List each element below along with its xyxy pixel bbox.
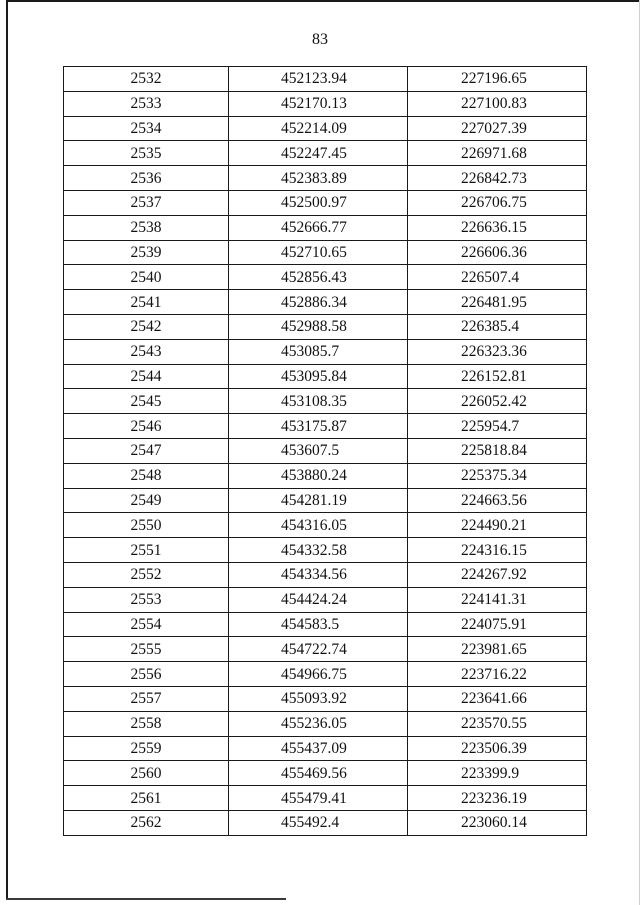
table-row xyxy=(64,215,587,240)
x-coordinate-cell: 455492.4 xyxy=(229,810,408,835)
x-coordinate-cell: 452214.09 xyxy=(229,116,408,141)
x-coordinate-cell: 452886.34 xyxy=(229,290,408,315)
table-row xyxy=(64,364,587,389)
point-number-cell: 2553 xyxy=(64,587,229,612)
point-number-cell: 2548 xyxy=(64,463,229,488)
x-coordinate-cell: 454583.5 xyxy=(229,612,408,637)
coordinates-table xyxy=(63,66,587,836)
point-number-cell: 2550 xyxy=(64,513,229,538)
x-coordinate-cell: 452123.94 xyxy=(229,67,408,92)
x-coordinate-cell: 454966.75 xyxy=(229,662,408,687)
point-number-cell: 2552 xyxy=(64,562,229,587)
y-coordinate-cell: 223236.19 xyxy=(408,786,587,811)
table-row xyxy=(64,438,587,463)
y-coordinate-cell: 223060.14 xyxy=(408,810,587,835)
x-coordinate-cell: 454281.19 xyxy=(229,488,408,513)
coordinates-table-body xyxy=(64,67,587,836)
y-coordinate-cell: 224663.56 xyxy=(408,488,587,513)
point-number-cell: 2537 xyxy=(64,190,229,215)
point-number-cell: 2536 xyxy=(64,166,229,191)
table-row xyxy=(64,414,587,439)
y-coordinate-cell: 226706.75 xyxy=(408,190,587,215)
y-coordinate-cell: 226971.68 xyxy=(408,141,587,166)
x-coordinate-cell: 452170.13 xyxy=(229,91,408,116)
y-coordinate-cell: 223506.39 xyxy=(408,736,587,761)
table-row xyxy=(64,538,587,563)
x-coordinate-cell: 453085.7 xyxy=(229,339,408,364)
x-coordinate-cell: 454332.58 xyxy=(229,538,408,563)
table-row xyxy=(64,166,587,191)
y-coordinate-cell: 226152.81 xyxy=(408,364,587,389)
point-number-cell: 2554 xyxy=(64,612,229,637)
y-coordinate-cell: 224075.91 xyxy=(408,612,587,637)
point-number-cell: 2557 xyxy=(64,686,229,711)
point-number-cell: 2555 xyxy=(64,637,229,662)
table-row xyxy=(64,265,587,290)
y-coordinate-cell: 223570.55 xyxy=(408,711,587,736)
table-row xyxy=(64,116,587,141)
point-number-cell: 2549 xyxy=(64,488,229,513)
table-row xyxy=(64,240,587,265)
point-number-cell: 2558 xyxy=(64,711,229,736)
x-coordinate-cell: 452988.58 xyxy=(229,314,408,339)
y-coordinate-cell: 226606.36 xyxy=(408,240,587,265)
page-number: 83 xyxy=(312,31,328,48)
x-coordinate-cell: 455236.05 xyxy=(229,711,408,736)
point-number-cell: 2532 xyxy=(64,67,229,92)
y-coordinate-cell: 224490.21 xyxy=(408,513,587,538)
x-coordinate-cell: 453880.24 xyxy=(229,463,408,488)
table-row xyxy=(64,513,587,538)
x-coordinate-cell: 453095.84 xyxy=(229,364,408,389)
table-row xyxy=(64,562,587,587)
point-number-cell: 2542 xyxy=(64,314,229,339)
y-coordinate-cell: 225818.84 xyxy=(408,438,587,463)
table-row xyxy=(64,290,587,315)
table-row xyxy=(64,761,587,786)
x-coordinate-cell: 453175.87 xyxy=(229,414,408,439)
y-coordinate-cell: 227027.39 xyxy=(408,116,587,141)
x-coordinate-cell: 454334.56 xyxy=(229,562,408,587)
x-coordinate-cell: 452710.65 xyxy=(229,240,408,265)
point-number-cell: 2543 xyxy=(64,339,229,364)
x-coordinate-cell: 453108.35 xyxy=(229,389,408,414)
table-row xyxy=(64,612,587,637)
scan-edge-bottom xyxy=(6,898,286,900)
point-number-cell: 2544 xyxy=(64,364,229,389)
table-row xyxy=(64,389,587,414)
table-row xyxy=(64,637,587,662)
x-coordinate-cell: 452666.77 xyxy=(229,215,408,240)
y-coordinate-cell: 227100.83 xyxy=(408,91,587,116)
y-coordinate-cell: 226323.36 xyxy=(408,339,587,364)
y-coordinate-cell: 223641.66 xyxy=(408,686,587,711)
point-number-cell: 2546 xyxy=(64,414,229,439)
x-coordinate-cell: 454424.24 xyxy=(229,587,408,612)
table-row xyxy=(64,339,587,364)
point-number-cell: 2559 xyxy=(64,736,229,761)
y-coordinate-cell: 223399.9 xyxy=(408,761,587,786)
table-row xyxy=(64,141,587,166)
y-coordinate-cell: 224267.92 xyxy=(408,562,587,587)
point-number-cell: 2538 xyxy=(64,215,229,240)
y-coordinate-cell: 223981.65 xyxy=(408,637,587,662)
table-row xyxy=(64,736,587,761)
table-row xyxy=(64,91,587,116)
point-number-cell: 2545 xyxy=(64,389,229,414)
table-row xyxy=(64,314,587,339)
point-number-cell: 2539 xyxy=(64,240,229,265)
y-coordinate-cell: 226636.15 xyxy=(408,215,587,240)
point-number-cell: 2560 xyxy=(64,761,229,786)
scan-edge-top xyxy=(6,0,640,2)
x-coordinate-cell: 455469.56 xyxy=(229,761,408,786)
point-number-cell: 2561 xyxy=(64,786,229,811)
point-number-cell: 2547 xyxy=(64,438,229,463)
x-coordinate-cell: 452500.97 xyxy=(229,190,408,215)
x-coordinate-cell: 453607.5 xyxy=(229,438,408,463)
table-row xyxy=(64,810,587,835)
x-coordinate-cell: 452856.43 xyxy=(229,265,408,290)
point-number-cell: 2534 xyxy=(64,116,229,141)
point-number-cell: 2551 xyxy=(64,538,229,563)
y-coordinate-cell: 226481.95 xyxy=(408,290,587,315)
x-coordinate-cell: 455437.09 xyxy=(229,736,408,761)
scan-edge-left xyxy=(6,0,8,898)
table-row xyxy=(64,190,587,215)
table-row xyxy=(64,587,587,612)
y-coordinate-cell: 226842.73 xyxy=(408,166,587,191)
table-row xyxy=(64,463,587,488)
y-coordinate-cell: 225954.7 xyxy=(408,414,587,439)
y-coordinate-cell: 226507.4 xyxy=(408,265,587,290)
y-coordinate-cell: 224316.15 xyxy=(408,538,587,563)
x-coordinate-cell: 455479.41 xyxy=(229,786,408,811)
table-row xyxy=(64,686,587,711)
y-coordinate-cell: 226052.42 xyxy=(408,389,587,414)
x-coordinate-cell: 455093.92 xyxy=(229,686,408,711)
point-number-cell: 2540 xyxy=(64,265,229,290)
point-number-cell: 2541 xyxy=(64,290,229,315)
table-row xyxy=(64,786,587,811)
x-coordinate-cell: 452383.89 xyxy=(229,166,408,191)
x-coordinate-cell: 454722.74 xyxy=(229,637,408,662)
point-number-cell: 2556 xyxy=(64,662,229,687)
table-row xyxy=(64,711,587,736)
point-number-cell: 2535 xyxy=(64,141,229,166)
point-number-cell: 2533 xyxy=(64,91,229,116)
x-coordinate-cell: 452247.45 xyxy=(229,141,408,166)
x-coordinate-cell: 454316.05 xyxy=(229,513,408,538)
y-coordinate-cell: 223716.22 xyxy=(408,662,587,687)
y-coordinate-cell: 224141.31 xyxy=(408,587,587,612)
table-row xyxy=(64,67,587,92)
table-row xyxy=(64,488,587,513)
table-row xyxy=(64,662,587,687)
y-coordinate-cell: 225375.34 xyxy=(408,463,587,488)
point-number-cell: 2562 xyxy=(64,810,229,835)
y-coordinate-cell: 227196.65 xyxy=(408,67,587,92)
y-coordinate-cell: 226385.4 xyxy=(408,314,587,339)
